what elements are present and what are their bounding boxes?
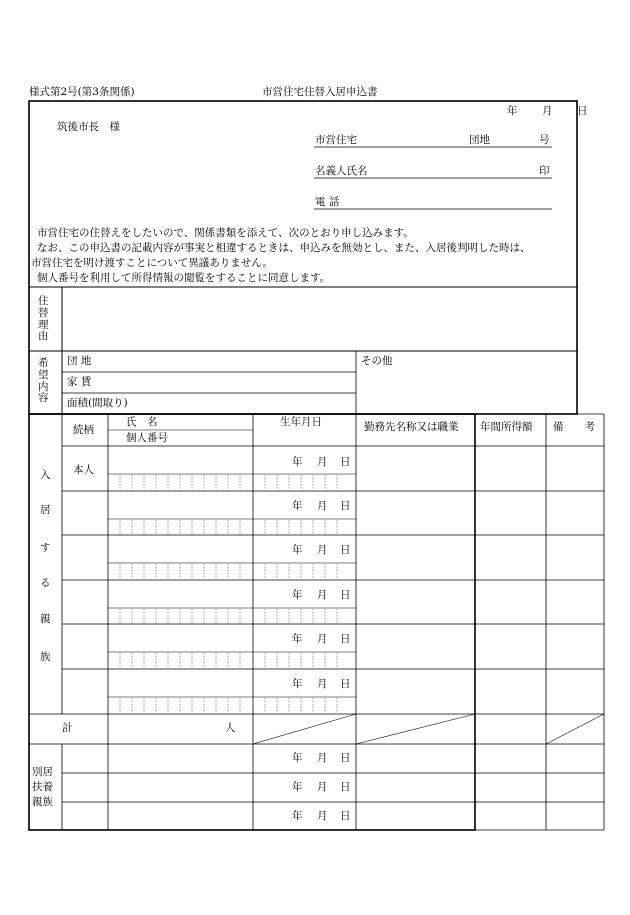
total-unit: 人: [225, 722, 236, 734]
addressee: 筑後市長 様: [57, 121, 120, 133]
members-label-char-1: 入: [40, 469, 51, 481]
members-label-char-6: 族: [40, 651, 51, 663]
total-label: 計: [62, 722, 73, 734]
declaration-line-4: 個人番号を利用して所得情報の閲覧をすることに同意します。: [37, 272, 331, 284]
col-relation: 続柄: [73, 424, 94, 436]
desired-area-label: 面積(間取り): [67, 397, 128, 409]
number-label: 号: [539, 134, 550, 146]
applicant-name-label: 名義人氏名: [315, 165, 368, 177]
col-work: 勤務先名称又は職業: [364, 421, 459, 433]
mynumber-dividers: [120, 475, 337, 713]
members-label-char-4: る: [40, 577, 51, 589]
housing-label: 市営住宅: [315, 134, 357, 146]
col-income: 年間所得額: [480, 421, 533, 433]
phone-label: 電 話: [315, 196, 340, 208]
separate-label-line-2: 扶養: [32, 781, 53, 793]
relation-self: 本人: [73, 464, 94, 476]
date-year-label: 年: [507, 105, 518, 117]
reason-field[interactable]: [63, 288, 576, 350]
reason-label: 住 替 理 由: [38, 295, 49, 343]
separate-label-line-1: 別居: [32, 766, 53, 778]
desired-label: 希 望 内 容: [38, 357, 49, 405]
col-birth: 生年月日: [280, 416, 322, 428]
date-month-label: 月: [542, 105, 553, 117]
separate-label-line-3: 親族: [32, 796, 53, 808]
col-mynumber: 個人番号: [126, 432, 168, 444]
col-remarks: 備 考: [553, 421, 595, 433]
members-label-char-2: 居: [40, 504, 51, 516]
declaration-line-1: 市営住宅の住替えをしたいので、関係書類を添えて、次のとおり申し込みます。: [37, 227, 414, 239]
col-name: 氏 名: [126, 416, 158, 428]
desired-rent-label: 家 賃: [67, 376, 92, 388]
desired-other-label: その他: [361, 355, 393, 367]
declaration-line-3: 市営住宅を明け渡すことについて異議ありません。: [31, 257, 273, 269]
form-number: 様式第2号(第3条関係): [29, 86, 135, 98]
frame-member-section: [29, 414, 475, 830]
desired-danchi-label: 団 地: [67, 355, 92, 367]
members-label-char-3: す: [40, 542, 51, 554]
form-title: 市営住宅住替入居申込書: [262, 86, 378, 98]
danchi-label: 団地: [469, 134, 490, 146]
members-label-char-5: 親: [40, 613, 51, 625]
seal-label: 印: [539, 165, 550, 177]
date-day-label: 日: [577, 105, 588, 117]
declaration-line-2: なお、この申込書の記載内容が事実と相違するときは、申込みを無効とし、また、入居後判明した時は、: [37, 242, 531, 254]
